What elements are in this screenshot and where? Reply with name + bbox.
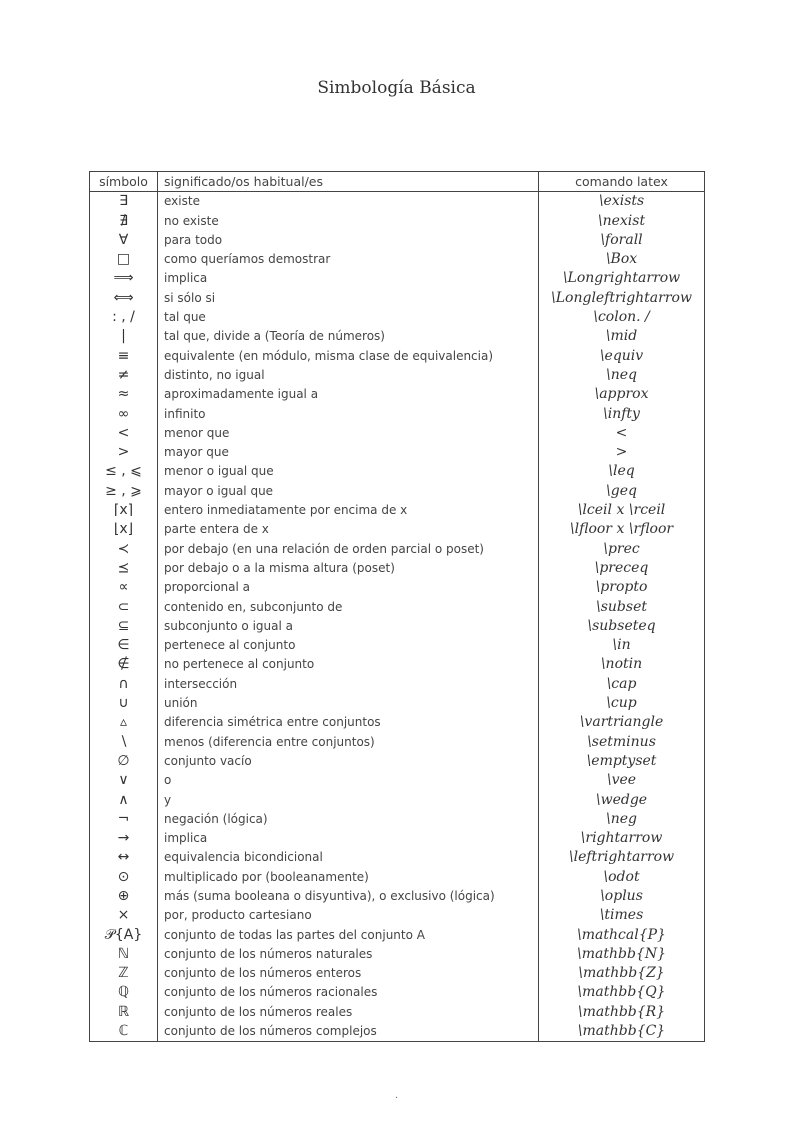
- command-cell: \vee: [539, 771, 705, 790]
- table-row: [90, 713, 705, 732]
- table-row: [90, 424, 705, 443]
- symbol-cell: : , /: [90, 308, 158, 327]
- symbol-cell: ∃: [90, 192, 158, 212]
- symbol-cell: ⊂: [90, 598, 158, 617]
- meaning-cell: infinito: [158, 405, 539, 424]
- table-row: [90, 983, 705, 1002]
- symbol-cell: ℕ: [90, 945, 158, 964]
- table-row: [90, 1003, 705, 1022]
- symbol-cell: ⊙: [90, 868, 158, 887]
- table-row: [90, 443, 705, 462]
- meaning-cell: para todo: [158, 231, 539, 250]
- command-cell: \Longrightarrow: [539, 269, 705, 288]
- meaning-cell: unión: [158, 694, 539, 713]
- meaning-cell: negación (lógica): [158, 810, 539, 829]
- symbol-cell: ∅: [90, 752, 158, 771]
- table-row: [90, 848, 705, 867]
- table-row: [90, 964, 705, 983]
- meaning-cell: equivalente (en módulo, misma clase de equivalencia): [158, 347, 539, 366]
- table-row: [90, 327, 705, 346]
- command-cell: \neq: [539, 366, 705, 385]
- table-row: [90, 366, 705, 385]
- meaning-cell: intersección: [158, 675, 539, 694]
- meaning-cell: no pertenece al conjunto: [158, 655, 539, 674]
- table-row: [90, 405, 705, 424]
- table-row: [90, 655, 705, 674]
- symbol-cell: ↔: [90, 848, 158, 867]
- command-cell: \vartriangle: [539, 713, 705, 732]
- meaning-cell: por debajo o a la misma altura (poset): [158, 559, 539, 578]
- table-row: [90, 617, 705, 636]
- command-cell: \setminus: [539, 733, 705, 752]
- command-cell: \approx: [539, 385, 705, 404]
- symbol-cell: ∖: [90, 733, 158, 752]
- meaning-cell: por, producto cartesiano: [158, 906, 539, 925]
- meaning-cell: conjunto de los números enteros: [158, 964, 539, 983]
- meaning-cell: conjunto de los números complejos: [158, 1022, 539, 1042]
- command-cell: \mathbb{N}: [539, 945, 705, 964]
- table-row: [90, 926, 705, 945]
- symbol-cell: ⟺: [90, 289, 158, 308]
- table-row: [90, 810, 705, 829]
- header-symbol: símbolo: [90, 172, 158, 192]
- table-row: [90, 212, 705, 231]
- table-row: [90, 192, 705, 212]
- table-row: [90, 250, 705, 269]
- command-cell: \Longleftrightarrow: [539, 289, 705, 308]
- meaning-cell: no existe: [158, 212, 539, 231]
- symbol-table: [89, 171, 705, 1042]
- symbol-cell: ∪: [90, 694, 158, 713]
- meaning-cell: menor o igual que: [158, 462, 539, 481]
- meaning-cell: tal que, divide a (Teoría de números): [158, 327, 539, 346]
- command-cell: \in: [539, 636, 705, 655]
- symbol-cell: ℤ: [90, 964, 158, 983]
- command-cell: \leftrightarrow: [539, 848, 705, 867]
- table-row: [90, 308, 705, 327]
- command-cell: \mid: [539, 327, 705, 346]
- table-row: [90, 501, 705, 520]
- symbol-cell: ⌊x⌋: [90, 520, 158, 539]
- table-row: [90, 887, 705, 906]
- table-row: [90, 598, 705, 617]
- command-cell: \leq: [539, 462, 705, 481]
- command-cell: \mathcal{P}: [539, 926, 705, 945]
- symbol-cell: ⪯: [90, 559, 158, 578]
- meaning-cell: menor que: [158, 424, 539, 443]
- meaning-cell: distinto, no igual: [158, 366, 539, 385]
- meaning-cell: conjunto de los números reales: [158, 1003, 539, 1022]
- meaning-cell: conjunto de los números naturales: [158, 945, 539, 964]
- meaning-cell: más (suma booleana o disyuntiva), o exclusivo (lógica): [158, 887, 539, 906]
- page-footer-mark: .: [394, 1090, 399, 1101]
- meaning-cell: conjunto de todas las partes del conjunto A: [158, 926, 539, 945]
- table-row: [90, 578, 705, 597]
- command-cell: \rightarrow: [539, 829, 705, 848]
- meaning-cell: proporcional a: [158, 578, 539, 597]
- table-row: [90, 540, 705, 559]
- command-cell: \propto: [539, 578, 705, 597]
- table-row: [90, 1022, 705, 1042]
- command-cell: \mathbb{Z}: [539, 964, 705, 983]
- meaning-cell: equivalencia bicondicional: [158, 848, 539, 867]
- command-cell: \oplus: [539, 887, 705, 906]
- symbol-cell: □: [90, 250, 158, 269]
- table-row: [90, 771, 705, 790]
- table-row: [90, 462, 705, 481]
- command-cell: \exists: [539, 192, 705, 212]
- symbol-cell: ⊕: [90, 887, 158, 906]
- symbol-cell: ≡: [90, 347, 158, 366]
- symbol-cell: ℂ: [90, 1022, 158, 1042]
- meaning-cell: conjunto vacío: [158, 752, 539, 771]
- symbol-cell: ⌈x⌉: [90, 501, 158, 520]
- command-cell: >: [539, 443, 705, 462]
- symbol-cell: ℚ: [90, 983, 158, 1002]
- command-cell: \cap: [539, 675, 705, 694]
- meaning-cell: mayor o igual que: [158, 482, 539, 501]
- command-cell: \lceil x \rceil: [539, 501, 705, 520]
- symbol-cell: ▵: [90, 713, 158, 732]
- meaning-cell: contenido en, subconjunto de: [158, 598, 539, 617]
- meaning-cell: parte entera de x: [158, 520, 539, 539]
- symbol-cell: ℝ: [90, 1003, 158, 1022]
- symbol-cell: ∨: [90, 771, 158, 790]
- command-cell: \mathbb{R}: [539, 1003, 705, 1022]
- header-meaning: significado/os habitual/es: [158, 172, 539, 192]
- command-cell: <: [539, 424, 705, 443]
- symbol-cell: ≈: [90, 385, 158, 404]
- command-cell: \wedge: [539, 791, 705, 810]
- table-row: [90, 675, 705, 694]
- meaning-cell: como queríamos demostrar: [158, 250, 539, 269]
- symbol-cell: ×: [90, 906, 158, 925]
- meaning-cell: entero inmediatamente por encima de x: [158, 501, 539, 520]
- meaning-cell: y: [158, 791, 539, 810]
- meaning-cell: implica: [158, 269, 539, 288]
- table-row: [90, 347, 705, 366]
- table-row: [90, 385, 705, 404]
- command-cell: \neg: [539, 810, 705, 829]
- meaning-cell: aproximadamente igual a: [158, 385, 539, 404]
- symbol-cell: ∄: [90, 212, 158, 231]
- meaning-cell: conjunto de los números racionales: [158, 983, 539, 1002]
- command-cell: \equiv: [539, 347, 705, 366]
- symbol-cell: 𝒫{A}: [90, 926, 158, 945]
- meaning-cell: existe: [158, 192, 539, 212]
- command-cell: \cup: [539, 694, 705, 713]
- command-cell: \preceq: [539, 559, 705, 578]
- table-row: [90, 289, 705, 308]
- meaning-cell: subconjunto o igual a: [158, 617, 539, 636]
- table-row: [90, 791, 705, 810]
- table-row: [90, 694, 705, 713]
- table-row: [90, 482, 705, 501]
- table-row: [90, 636, 705, 655]
- meaning-cell: menos (diferencia entre conjuntos): [158, 733, 539, 752]
- command-cell: \geq: [539, 482, 705, 501]
- symbol-cell: ∩: [90, 675, 158, 694]
- symbol-cell: ⊆: [90, 617, 158, 636]
- meaning-cell: por debajo (en una relación de orden parcial o poset): [158, 540, 539, 559]
- symbol-cell: ∈: [90, 636, 158, 655]
- header-command: comando latex: [539, 172, 705, 192]
- command-cell: \subset: [539, 598, 705, 617]
- table-row: [90, 752, 705, 771]
- page-title: Simbología Básica: [317, 78, 476, 98]
- command-cell: \odot: [539, 868, 705, 887]
- meaning-cell: mayor que: [158, 443, 539, 462]
- meaning-cell: si sólo si: [158, 289, 539, 308]
- meaning-cell: tal que: [158, 308, 539, 327]
- symbol-cell: ≤ , ⩽: [90, 462, 158, 481]
- table-row: [90, 559, 705, 578]
- table-header: [90, 172, 705, 192]
- command-cell: \Box: [539, 250, 705, 269]
- command-cell: \lfloor x \rfloor: [539, 520, 705, 539]
- symbol-cell: ∀: [90, 231, 158, 250]
- symbol-cell: ≥ , ⩾: [90, 482, 158, 501]
- table-row: [90, 868, 705, 887]
- symbol-cell: ≺: [90, 540, 158, 559]
- symbol-cell: ∧: [90, 791, 158, 810]
- meaning-cell: diferencia simétrica entre conjuntos: [158, 713, 539, 732]
- symbol-cell: <: [90, 424, 158, 443]
- meaning-cell: implica: [158, 829, 539, 848]
- symbol-cell: ∞: [90, 405, 158, 424]
- symbol-cell: ⟹: [90, 269, 158, 288]
- table-row: [90, 269, 705, 288]
- symbol-cell: |: [90, 327, 158, 346]
- command-cell: \nexist: [539, 212, 705, 231]
- table-body: [90, 192, 705, 1042]
- command-cell: \mathbb{Q}: [539, 983, 705, 1002]
- symbol-cell: ∝: [90, 578, 158, 597]
- command-cell: \subseteq: [539, 617, 705, 636]
- command-cell: \forall: [539, 231, 705, 250]
- table-row: [90, 733, 705, 752]
- meaning-cell: pertenece al conjunto: [158, 636, 539, 655]
- symbol-cell: ¬: [90, 810, 158, 829]
- symbol-cell: ∉: [90, 655, 158, 674]
- symbol-cell: >: [90, 443, 158, 462]
- command-cell: \prec: [539, 540, 705, 559]
- meaning-cell: multiplicado por (booleanamente): [158, 868, 539, 887]
- command-cell: \emptyset: [539, 752, 705, 771]
- symbol-cell: ≠: [90, 366, 158, 385]
- table-row: [90, 829, 705, 848]
- command-cell: \times: [539, 906, 705, 925]
- command-cell: \colon. /: [539, 308, 705, 327]
- command-cell: \infty: [539, 405, 705, 424]
- table-row: [90, 520, 705, 539]
- symbol-cell: →: [90, 829, 158, 848]
- command-cell: \mathbb{C}: [539, 1022, 705, 1042]
- command-cell: \notin: [539, 655, 705, 674]
- table-row: [90, 906, 705, 925]
- table-row: [90, 231, 705, 250]
- table-row: [90, 945, 705, 964]
- meaning-cell: o: [158, 771, 539, 790]
- header-row: [90, 172, 705, 192]
